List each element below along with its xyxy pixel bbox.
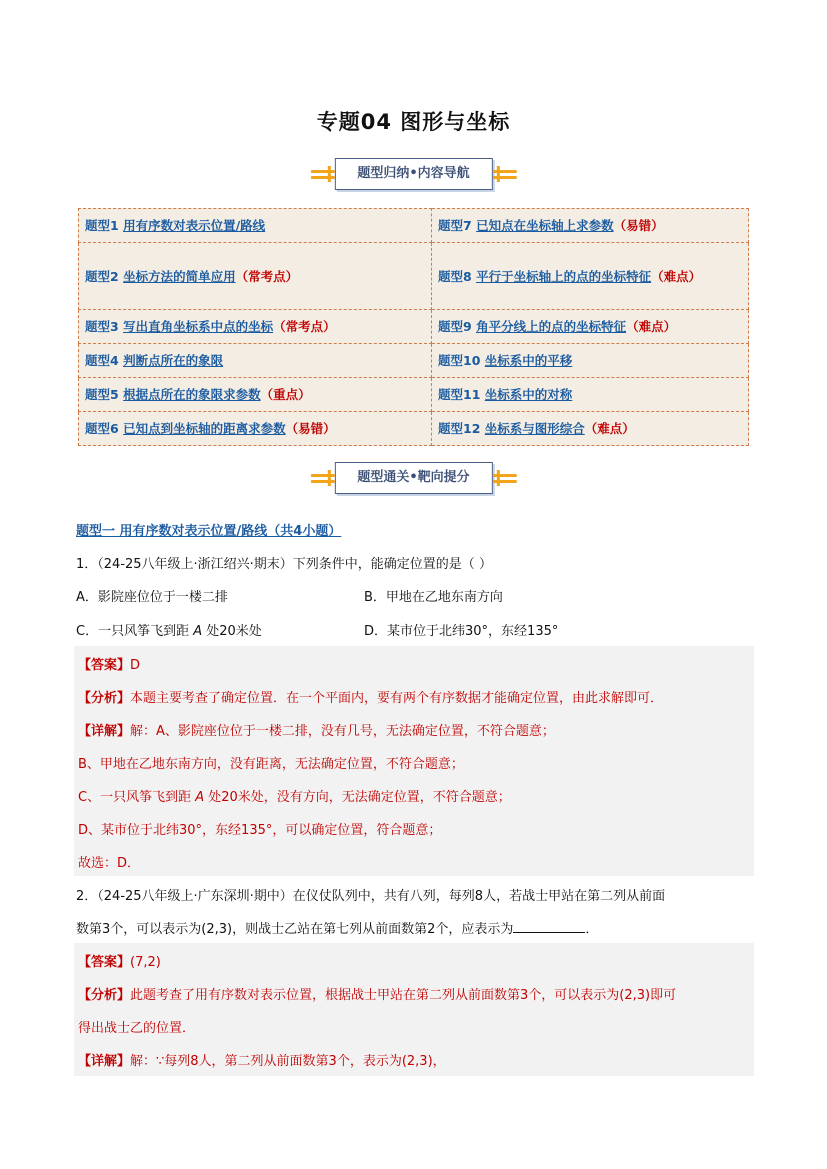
toc-item-link[interactable]: 坐标系中的平移 [484,353,573,368]
answer-line: 【答案】D [78,658,141,673]
toc-item-label: 题型2 [85,268,119,284]
question-1-option-d: D．某市位于北纬30°，东经135° [364,624,559,639]
toc-item[interactable] [79,412,432,446]
detail-line: 故选：D． [78,856,141,871]
toc-row [79,310,749,344]
detail-line: C、一只风筝飞到距 A 处20米处，没有方向，无法确定位置，不符合题意； [78,790,511,805]
toc-item-label: 题型7 [438,218,472,233]
practice-banner [310,461,516,495]
toc-row [79,378,749,412]
toc-item-link[interactable]: 用有序数对表示位置/路线 [123,218,266,233]
toc-item[interactable] [432,412,749,446]
toc-item-link[interactable]: 坐标方法的简单应用 [123,268,236,284]
toc-item-link[interactable]: 写出直角坐标系中点的坐标 [123,319,274,334]
toc-item[interactable] [79,243,432,310]
question-1-solution [74,646,754,876]
toc-item-tag: （难点） [626,319,677,334]
toc-item-link[interactable]: 平行于坐标轴上的点的坐标特征 [476,268,652,284]
toc-item[interactable] [79,344,432,378]
toc-item-link[interactable]: 已知点到坐标轴的距离求参数 [123,421,286,436]
toc-row [79,344,749,378]
toc-item-label: 题型11 [438,387,481,402]
toc-item-link[interactable]: 坐标系与图形综合 [484,421,585,436]
toc-item-label: 题型8 [438,268,472,284]
question-1-option-c: C．一只风筝飞到距 A 处20米处 [76,624,262,639]
toc-item-link[interactable]: 角平分线上的点的坐标特征 [476,319,627,334]
detail-line: 【详解】解：∵每列8人，第二列从前面数第3个，表示为(2,3)， [78,1054,446,1069]
toc-item-tag: （常考点） [235,268,299,284]
section-heading-1[interactable]: 题型一 用有序数对表示位置/路线（共4小题） [76,524,342,539]
detail-line: 【详解】解：A、影院座位位于一楼二排，没有几号，无法确定位置，不符合题意； [78,724,555,739]
toc-item-link[interactable]: 根据点所在的象限求参数 [123,387,261,402]
toc-item-label: 题型6 [85,421,119,436]
toc-item-tag: （常考点） [273,319,336,334]
analysis-line: 【分析】此题考查了用有序数对表示位置，根据战士甲站在第二列从前面数第3个，可以表示为(2,3)即可 [78,988,677,1003]
question-2-solution [74,943,754,1076]
toc-row [79,412,749,446]
toc-item-label: 题型4 [85,353,119,368]
toc-item-label: 题型3 [85,319,119,334]
toc-item[interactable] [432,344,749,378]
question-2-stem: 2．（24-25八年级上·广东深圳·期中）在仪仗队列中，共有八列，每列8人，若战士甲站在第二列从前面 [76,889,666,904]
answer-line: 【答案】(7,2) [78,955,161,970]
toc-item-tag: （难点） [651,268,702,284]
question-1-option-b: B．甲地在乙地东南方向 [364,590,503,605]
page-title: 专题04 图形与坐标 [316,110,511,134]
banner-right-decoration-icon [493,165,517,183]
toc-item[interactable] [432,209,749,243]
toc-item-label: 题型9 [438,319,472,334]
toc-item-label: 题型12 [438,421,481,436]
nav-banner [310,157,516,191]
toc-item-label: 题型10 [438,353,481,368]
practice-banner-label: 题型通关•靶向提分 [334,462,492,494]
detail-line: D、某市位于北纬30°，东经135°，可以确定位置，符合题意； [78,823,442,838]
topic-navigation-table [78,208,749,446]
toc-item-tag: （难点） [584,421,635,436]
toc-item[interactable] [432,310,749,344]
toc-item-tag: （重点） [260,387,311,402]
toc-item-link[interactable]: 已知点在坐标轴上求参数 [476,218,614,233]
nav-banner-label: 题型归纳•内容导航 [334,158,492,190]
toc-item[interactable] [432,378,749,412]
question-2-stem-cont: 数第3个，可以表示为(2,3)，则战士乙站在第七列从前面数第2个，应表示为 ． [76,922,599,937]
toc-item[interactable] [79,209,432,243]
toc-item-tag: （易错） [613,218,664,233]
toc-row [79,209,749,243]
analysis-line: 【分析】本题主要考查了确定位置．在一个平面内，要有两个有序数据才能确定位置，由此求解即可． [78,691,664,706]
detail-line: B、甲地在乙地东南方向，没有距离，无法确定位置，不符合题意； [78,757,464,772]
toc-item[interactable] [79,310,432,344]
toc-item-label: 题型5 [85,387,119,402]
question-1-stem: 1．（24-25八年级上·浙江绍兴·期末）下列条件中，能确定位置的是（ ） [76,557,492,572]
toc-row [79,243,749,310]
toc-item-label: 题型1 [85,218,119,233]
question-1-option-a: A．影院座位位于一楼二排 [76,590,228,605]
banner-right-decoration-icon [493,469,517,487]
answer-blank[interactable] [513,920,585,933]
toc-item[interactable] [79,378,432,412]
toc-item-link[interactable]: 判断点所在的象限 [123,353,224,368]
analysis-line: 得出战士乙的位置． [78,1021,196,1036]
toc-item[interactable] [432,243,749,310]
banner-left-decoration-icon [310,165,334,183]
toc-item-tag: （易错） [285,421,336,436]
toc-item-link[interactable]: 坐标系中的对称 [484,387,573,402]
banner-left-decoration-icon [310,469,334,487]
